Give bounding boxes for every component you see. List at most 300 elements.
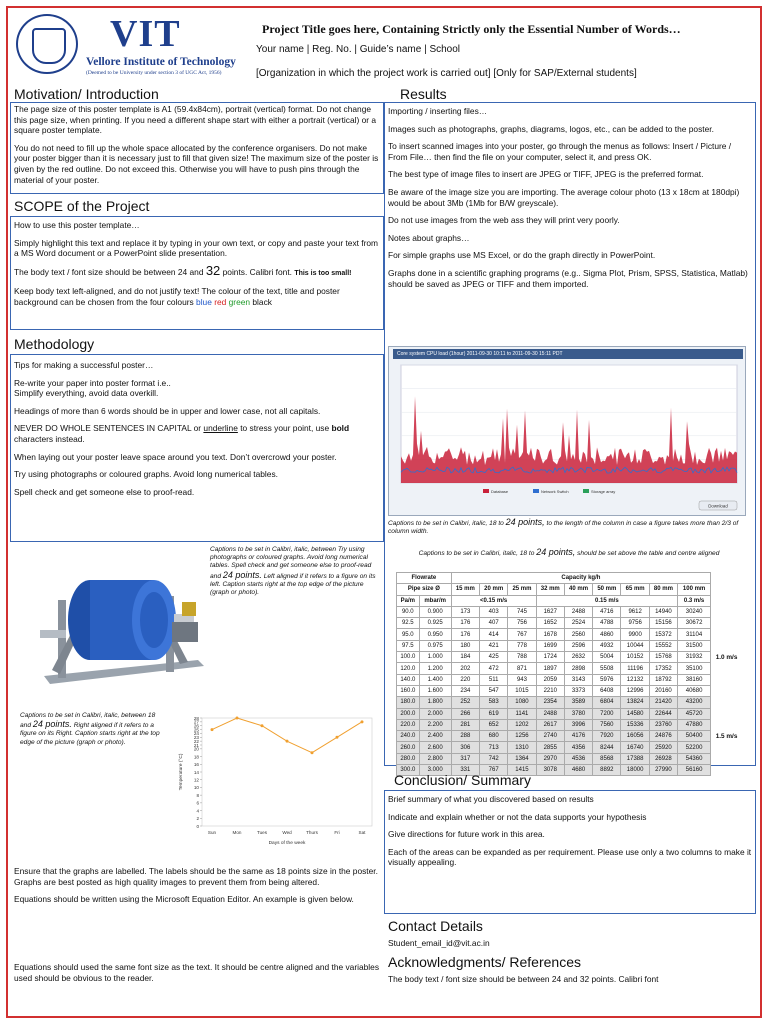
results-p8: For simple graphs use MS Excel, or do the graph directly in PowerPoint. [388, 250, 656, 261]
table-cell: 1141 [508, 708, 536, 719]
y-tick-label: 27 [193, 719, 199, 725]
y-tick-label: 16 [193, 762, 199, 768]
methodology-p9: Equations should be written using the Microsoft Equation Editor. An example is given below. [14, 894, 354, 905]
logo-deemed-note: (Deemed to be University under section 3 of UGC Act, 1956) [86, 70, 222, 76]
table-cell: 1724 [536, 652, 564, 663]
table-cell: 47880 [678, 719, 711, 730]
vit-logo [12, 12, 244, 78]
table-cell: 5976 [593, 674, 621, 685]
x-tick-label: Sun [207, 830, 217, 835]
table-row [397, 719, 743, 730]
methodology-p10-wrap [14, 962, 382, 990]
table-cell: 4788 [593, 618, 621, 629]
table-cell: 176 [451, 618, 479, 629]
table-cell: 403 [480, 606, 508, 617]
table-cell: 173 [451, 606, 479, 617]
methodology-p7: Spell check and get someone else to proof-read. [14, 486, 195, 497]
table-cell: 4176 [564, 731, 592, 742]
x-tick-label: Thurs [306, 830, 318, 835]
table-cell: 9900 [621, 629, 649, 640]
temperature-point [311, 751, 314, 754]
cpu-plot-area [393, 361, 743, 513]
conclusion-p2: Indicate and explain whether or not the data supports your hypothesis [388, 811, 647, 822]
results-text [388, 106, 752, 296]
table-cell: 100.0 [397, 652, 420, 663]
table-cell: 425 [480, 652, 508, 663]
table-cell: 767 [480, 765, 508, 776]
y-tick-label: 8 [196, 792, 199, 798]
motivation-heading: Motivation/ Introduction [14, 86, 159, 102]
table-cell: 252 [451, 697, 479, 708]
table-cell: 14940 [649, 606, 677, 617]
table-cell: 652 [480, 719, 508, 730]
table-cell: 17388 [621, 753, 649, 764]
table-header-pipe-size: 20 mm [480, 584, 508, 595]
cpu-download-label: Download [708, 503, 728, 509]
table-cell: 40680 [678, 685, 711, 696]
y-tick-label: 21 [193, 742, 199, 748]
table-side-spacer [711, 573, 742, 584]
table-cell: 280.0 [397, 753, 420, 764]
table-cell: 472 [480, 663, 508, 674]
temperature-point [336, 736, 339, 739]
temperature-point [286, 740, 289, 743]
results-p5: Be aware of the image size you are importing. The average colour photo (13 x 18cm at 180dpi) would be about 3Mb (1Mb for B/W greyscale). [388, 186, 740, 208]
table-cell: 35100 [678, 663, 711, 674]
y-tick-label: 25 [193, 727, 199, 733]
y-tick-label: 24 [193, 731, 199, 737]
table-cell: 281 [451, 719, 479, 730]
table-cell: 38160 [678, 674, 711, 685]
table-cell: 300.0 [397, 765, 420, 776]
table-cell: 95.0 [397, 629, 420, 640]
table-cell: 3.000 [419, 765, 451, 776]
table-cell: 180 [451, 640, 479, 651]
table-header-pipe-size: 100 mm [678, 584, 711, 595]
table-row [397, 697, 743, 708]
table-side-spacer [711, 595, 742, 606]
motivation-p1: The page size of this poster template is A1 (59.4x84cm), portrait (vertical) format. Do not change this page size, when printing. If you need a different shape start with either a portrait (vertical) or a square poster template. [14, 104, 377, 136]
table-cell: 120.0 [397, 663, 420, 674]
table-cell: 317 [451, 753, 479, 764]
table-cell: 240.0 [397, 731, 420, 742]
methodology-p5: When laying out your poster leave space around you text. Don’t overcrowd your poster. [14, 451, 337, 462]
temperature-point [211, 728, 214, 731]
ack-text: The body text / font size should be between 24 and 32 points. Calibri font [388, 974, 659, 984]
table-row [397, 731, 743, 742]
table-cell: 1652 [536, 618, 564, 629]
chart-caption: Captions to be set in Calibri, italic, between 18 and 24 points. Right aligned if it refers to a figure on its Right. Caption starts right at the top edge of the picture (graph or photo). [20, 712, 160, 746]
table-cell: 220.0 [397, 719, 420, 730]
table-side-spacer [711, 606, 742, 617]
table-cell: 22644 [649, 708, 677, 719]
y-tick-label: 23 [193, 735, 199, 741]
methodology-lower-text [14, 866, 382, 912]
table-cell: 50400 [678, 731, 711, 742]
cpu-caption: Captions to be set in Calibri, italic, 18 to 24 points, to the length of the column in case a figure takes more than 2/3 of column width. [388, 517, 739, 536]
table-cell: 92.5 [397, 618, 420, 629]
table-cell: 4932 [593, 640, 621, 651]
y-tick-label: 18 [193, 754, 199, 760]
table-cell: 9612 [621, 606, 649, 617]
table-cell: 0.925 [419, 618, 451, 629]
table-cell: 16740 [621, 742, 649, 753]
table-cell: 15156 [649, 618, 677, 629]
table-cell: 767 [508, 629, 536, 640]
table-header-pipe-size: Pipe size Ø [397, 584, 452, 595]
y-tick-label: 2 [196, 816, 199, 822]
table-cell: 288 [451, 731, 479, 742]
x-tick-label: Tues [256, 830, 268, 835]
table-cell: 23760 [649, 719, 677, 730]
cpu-legend-swatch [483, 489, 489, 493]
table-row [397, 708, 743, 719]
table-row [397, 618, 743, 629]
table-cell: 0.950 [419, 629, 451, 640]
table-cell: 15372 [649, 629, 677, 640]
table-cell: 260.0 [397, 742, 420, 753]
table-cell: 45720 [678, 708, 711, 719]
table-cell: 1.800 [419, 697, 451, 708]
table-cell: 3589 [564, 697, 592, 708]
y-tick-label: 26 [193, 723, 199, 729]
table-cell: 421 [480, 640, 508, 651]
cpu-legend-label: Network Switch [541, 489, 569, 494]
table-cell: 511 [480, 674, 508, 685]
table-cell: 2898 [564, 663, 592, 674]
x-axis-label: Days of the week [268, 841, 306, 846]
methodology-p10: Equations should used the same font size as the text. It should be centre aligned and the variables used should be obvious to the reader. [14, 962, 380, 983]
table-cell: 1310 [508, 742, 536, 753]
table-cell: 583 [480, 697, 508, 708]
conclusion-p4: Each of the areas can be expanded as per requirement. Please use only a two columns to make it visually appealing. [388, 846, 752, 868]
conclusion-heading: Conclusion/ Summary [394, 772, 531, 788]
table-cell: 414 [480, 629, 508, 640]
table-cell: 1415 [508, 765, 536, 776]
table-cell: 2855 [536, 742, 564, 753]
table-cell: 2617 [536, 719, 564, 730]
table-cell: 1.200 [419, 663, 451, 674]
table-header-pipe-size: 65 mm [621, 584, 649, 595]
table-cell: 1678 [536, 629, 564, 640]
table-cell: 14580 [621, 708, 649, 719]
results-p7: Notes about graphs… [388, 232, 470, 243]
table-cell: 5004 [593, 652, 621, 663]
project-title: Project Title goes here, Containing Strictly only the Essential Number of Words… [262, 22, 681, 36]
table-header-pipe-size: 15 mm [451, 584, 479, 595]
table-header-pipe-size: 80 mm [649, 584, 677, 595]
table-cell: 160.0 [397, 685, 420, 696]
table-cell: 16056 [621, 731, 649, 742]
table-cell: 680 [480, 731, 508, 742]
logo-wordmark: VIT [110, 13, 181, 55]
table-cell: 234 [451, 685, 479, 696]
table-side-spacer [711, 584, 742, 595]
results-heading: Results [400, 86, 447, 102]
table-cell: 13824 [621, 697, 649, 708]
table-cell: 1364 [508, 753, 536, 764]
methodology-heading: Methodology [14, 336, 95, 352]
table-cell: 2.200 [419, 719, 451, 730]
table-header-unit: Pa/m [397, 595, 420, 606]
table-cell: 10152 [621, 652, 649, 663]
table-cell: 1627 [536, 606, 564, 617]
table-cell: 31932 [678, 652, 711, 663]
table-cell: 2596 [564, 640, 592, 651]
table-cell: 12132 [621, 674, 649, 685]
methodology-text [14, 360, 382, 504]
table-cell: 2488 [536, 708, 564, 719]
scope-p4: Keep body text left-aligned, and do not justify text! The colour of the text, title and poster background can be chosen from the four colours blue red green black [14, 286, 340, 307]
table-cell: 18000 [621, 765, 649, 776]
table-cell: 3143 [564, 674, 592, 685]
motivation-p2: You do not need to fill up the whole space allocated by the conference organisers. Do not make your poster bigger than it is necessary just to fill that given size! The maximum size of the poster is given by the red outline. Do not exceed this. Otherwise you will have to push pins through the material of your poster. [14, 142, 379, 185]
table-cell: 2354 [536, 697, 564, 708]
table-cell: 12996 [621, 685, 649, 696]
table-cell: 2488 [564, 606, 592, 617]
table-cell: 25920 [649, 742, 677, 753]
results-p3: To insert scanned images into your poster, go through the menus as follows: Insert / Picture / From File… then find the file on your computer, select it, and press OK. [388, 141, 732, 162]
table-cell: 1015 [508, 685, 536, 696]
methodology-p6: Try using photographs or coloured graphs. Avoid long numerical tables. [14, 469, 278, 480]
methodology-p3: Headings of more than 6 words should be in upper and lower case, not all capitals. [14, 405, 321, 416]
table-row [397, 674, 743, 685]
table-cell: 3373 [564, 685, 592, 696]
table-header-pipe-size: 25 mm [508, 584, 536, 595]
table-cell: 4536 [564, 753, 592, 764]
table-cell: 54360 [678, 753, 711, 764]
table-row [397, 652, 743, 663]
table-cell: 3078 [536, 765, 564, 776]
table-cell: 52200 [678, 742, 711, 753]
table-cell: 2.400 [419, 731, 451, 742]
table-cell: 2970 [536, 753, 564, 764]
temperature-point [361, 720, 364, 723]
temperature-point [261, 724, 264, 727]
x-tick-label: Mon [232, 830, 242, 835]
table-row [397, 606, 743, 617]
scope-heading: SCOPE of the Project [14, 198, 150, 214]
table-cell: 26928 [649, 753, 677, 764]
table-cell: 11196 [621, 663, 649, 674]
table-cell: 2524 [564, 618, 592, 629]
table-cell: 8244 [593, 742, 621, 753]
table-cell: 10044 [621, 640, 649, 651]
table-cell: 4356 [564, 742, 592, 753]
table-row [397, 640, 743, 651]
table-cell: 176 [451, 629, 479, 640]
table-cell: 407 [480, 618, 508, 629]
table-header-pipe-size: 40 mm [564, 584, 592, 595]
y-tick-label: 22 [193, 738, 199, 744]
rotary-drum-photo [38, 560, 206, 686]
table-cell: 3780 [564, 708, 592, 719]
table-cell: 200.0 [397, 708, 420, 719]
table-header-pipe-size: 50 mm [593, 584, 621, 595]
table-row [397, 629, 743, 640]
table-row [397, 685, 743, 696]
chart-plot-area [202, 718, 372, 826]
table-cell: 17352 [649, 663, 677, 674]
contact-heading: Contact Details [388, 918, 483, 934]
table-cell: 21420 [649, 697, 677, 708]
y-tick-label: 6 [196, 800, 199, 806]
table-caption: Captions to be set in Calibri, italic, 18 to 24 points, should be set above the table and centre aligned [418, 547, 720, 557]
table-cell: 756 [508, 618, 536, 629]
y-tick-label: 12 [193, 777, 199, 783]
table-cell: 2059 [536, 674, 564, 685]
table-cell: 30240 [678, 606, 711, 617]
table-cell: 306 [451, 742, 479, 753]
table-cell: 778 [508, 640, 536, 651]
conclusion-p1: Brief summary of what you discovered based on results [388, 794, 594, 804]
methodology-p4: NEVER DO WHOLE SENTENCES IN CAPITAL or underline to stress your point, use bold characters instead. [14, 423, 350, 444]
table-cell: 20160 [649, 685, 677, 696]
ack-heading: Acknowledgments/ References [388, 954, 581, 970]
table-cell: 1.000 [419, 652, 451, 663]
y-tick-label: 28 [193, 715, 199, 721]
y-tick-label: 4 [196, 808, 199, 814]
author-line: Your name | Reg. No. | Guide’s name | School [256, 44, 461, 55]
table-cell: 6804 [593, 697, 621, 708]
table-cell: 0.900 [419, 606, 451, 617]
motivation-text [14, 104, 382, 192]
table-cell: 745 [508, 606, 536, 617]
table-cell: 6408 [593, 685, 621, 696]
results-p2: Images such as photographs, graphs, diagrams, logos, etc., can be added to the poster. [388, 123, 714, 134]
table-cell: 15552 [649, 640, 677, 651]
y-tick-label: 0 [196, 823, 199, 829]
table-header-flowrate: Flowrate [397, 573, 452, 584]
table-cell: 0.975 [419, 640, 451, 651]
cpu-legend-label: Database [491, 489, 509, 494]
methodology-p1: Tips for making a successful poster… [14, 360, 154, 370]
table-cell: 1.400 [419, 674, 451, 685]
table-cell: 15768 [649, 652, 677, 663]
table-cell: 18792 [649, 674, 677, 685]
table-header-pipe-size: 32 mm [536, 584, 564, 595]
x-tick-label: Sat [358, 830, 366, 835]
conclusion-text [388, 794, 752, 875]
table-row [397, 753, 743, 764]
y-axis-label: Temperature (°C) [179, 753, 184, 791]
organization-line: [Organization in which the project work is carried out] [Only for SAP/External students] [256, 68, 637, 79]
table-cell: 220 [451, 674, 479, 685]
conclusion-p3: Give directions for future work in this area. [388, 829, 545, 840]
scope-p2: Simply highlight this text and replace it by typing in your own text, or copy and paste your text from a MS Word document or a PowerPoint slide presentation. [14, 237, 379, 259]
table-cell: 30672 [678, 618, 711, 629]
table-cell: 8892 [593, 765, 621, 776]
scope-text [14, 220, 382, 315]
table-cell: 7560 [593, 719, 621, 730]
table-cell: 2740 [536, 731, 564, 742]
contact-email[interactable]: Student_email_id@vit.ac.in [388, 938, 490, 948]
university-seal-icon [16, 14, 78, 74]
table-cell: 7200 [593, 708, 621, 719]
velocity-label-1-5: 1.5 m/s [715, 732, 738, 740]
y-tick-label: 20 [193, 746, 199, 752]
table-cell: 7920 [593, 731, 621, 742]
velocity-label-1-0: 1.0 m/s [715, 653, 738, 661]
table-cell: 788 [508, 652, 536, 663]
scope-p3: The body text / font size should be between 24 and 32 points. Calibri font. This is too small! [14, 262, 352, 278]
table-cell: 43200 [678, 697, 711, 708]
table-row [397, 663, 743, 674]
table-cell: 4680 [564, 765, 592, 776]
results-p9: Graphs done in a scientific graphing programs (e.g.. Sigma Plot, Prism, SPSS, Statistica, Matlab) should be saved as JPEG or TIFF and them imported. [388, 267, 748, 289]
table-cell: 8568 [593, 753, 621, 764]
table-cell: 266 [451, 708, 479, 719]
table-header-capacity: Capacity kg/h [451, 573, 710, 584]
table-cell: 31104 [678, 629, 711, 640]
cpu-legend-swatch [533, 489, 539, 493]
table-cell: 1256 [508, 731, 536, 742]
cpu-chart-title: Core system CPU load (1hour) 2011-09-30 10:11 to 2011-09-30 15:11 PDT [393, 349, 743, 359]
table-cell: 2.600 [419, 742, 451, 753]
table-header-unit: mbar/m [419, 595, 451, 606]
table-cell: 97.5 [397, 640, 420, 651]
results-p1: Importing / inserting files… [388, 106, 488, 116]
table-cell: 31500 [678, 640, 711, 651]
table-cell: 24876 [649, 731, 677, 742]
y-tick-label: 10 [193, 785, 199, 791]
logo-university-name: Vellore Institute of Technology [86, 56, 236, 68]
table-cell: 742 [480, 753, 508, 764]
table-cell: 2560 [564, 629, 592, 640]
table-cell: 1897 [536, 663, 564, 674]
table-cell: 547 [480, 685, 508, 696]
methodology-p2: Re-write your paper into poster format i.e.. Simplify everything, avoid data overkill. [14, 377, 171, 399]
table-cell: 1202 [508, 719, 536, 730]
temperature-point [236, 717, 239, 720]
table-cell: 27990 [649, 765, 677, 776]
scope-p1: How to use this poster template… [14, 220, 140, 230]
table-cell: 2632 [564, 652, 592, 663]
table-cell: 140.0 [397, 674, 420, 685]
table-cell: 90.0 [397, 606, 420, 617]
table-cell: 943 [508, 674, 536, 685]
cpu-legend-swatch [583, 489, 589, 493]
methodology-p8: Ensure that the graphs are labelled. The labels should be the same as 18 points size in the poster. Graphs are best posted as high quality images to prevent them from being altered. [14, 866, 378, 887]
table-cell: 713 [480, 742, 508, 753]
table-cell: 1.600 [419, 685, 451, 696]
results-p6: Do not use images from the web ass they will print very poorly. [388, 215, 620, 226]
cpu-legend-label: Storage array [591, 489, 616, 494]
x-tick-label: Wed [282, 830, 292, 835]
table-cell: 56160 [678, 765, 711, 776]
table-cell: 4716 [593, 606, 621, 617]
table-header-velocity: 0.15 m/s [536, 595, 677, 606]
flow-capacity-table [396, 572, 742, 776]
table-cell: 5508 [593, 663, 621, 674]
cpu-load-chart [388, 346, 746, 516]
table-cell: 1080 [508, 697, 536, 708]
temperature-line-chart [172, 712, 380, 854]
table-cell: 4860 [593, 629, 621, 640]
table-cell: 331 [451, 765, 479, 776]
table-header-velocity: <0.15 m/s [451, 595, 536, 606]
table-cell: 2.800 [419, 753, 451, 764]
table-cell: 3996 [564, 719, 592, 730]
table-cell: 2210 [536, 685, 564, 696]
y-tick-label: 14 [193, 769, 199, 775]
table-cell: 202 [451, 663, 479, 674]
photo-caption: Captions to be set in Calibri, italic, between Try using photographs or coloured graphs. Avoid long numerical tables. Spell check and get someone else to proof-read and 24 points. Left aligned if it refers to a figure on its left. Caption starts right at the top edge of the picture (graph or photo). [210, 546, 376, 597]
table-cell: 2.000 [419, 708, 451, 719]
table-cell: 184 [451, 652, 479, 663]
table-cell: 871 [508, 663, 536, 674]
table-cell: 9756 [621, 618, 649, 629]
